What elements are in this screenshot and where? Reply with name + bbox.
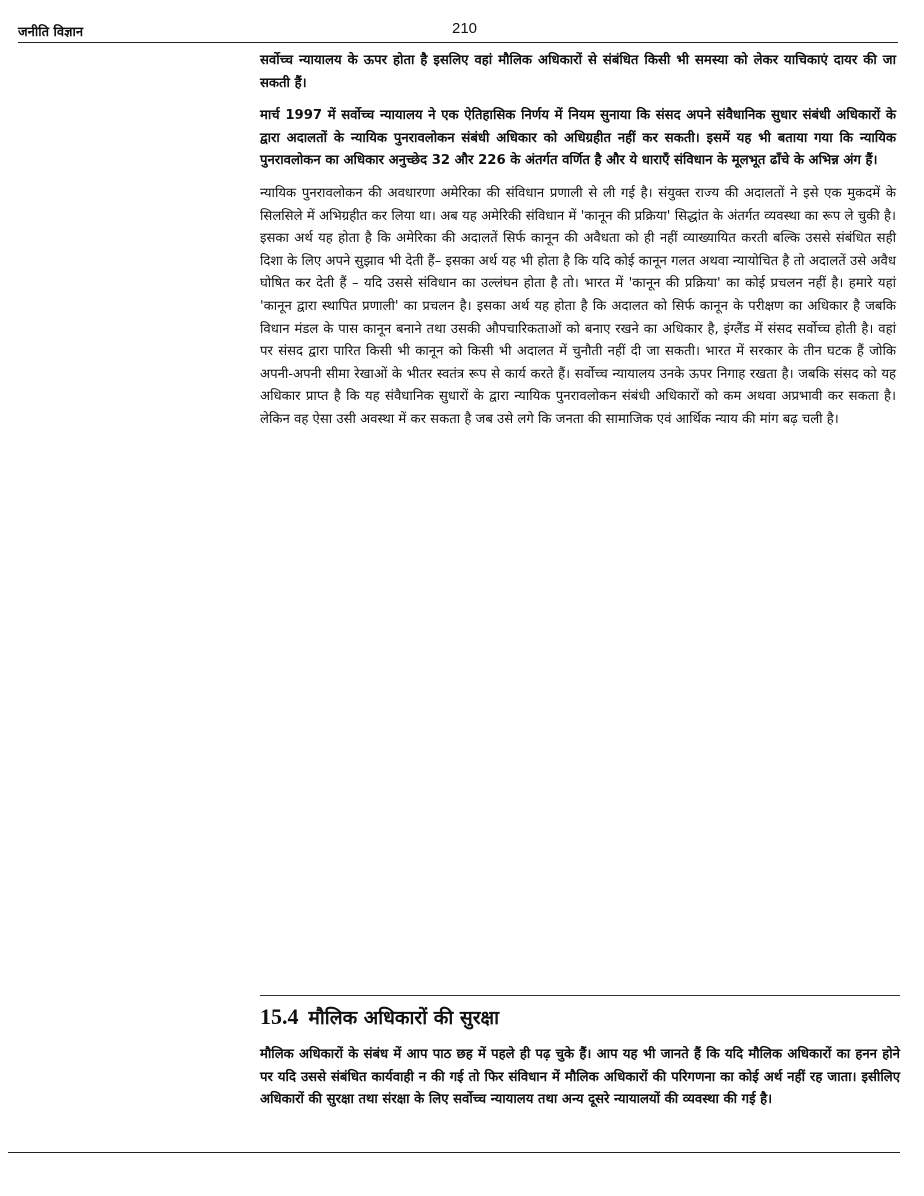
- paragraph-2: मार्च 1997 में सर्वोच्च न्यायालय ने एक ऐतिहासिक निर्णय में नियम सुनाया कि संसद अपने संवैधानिक सुधार संबंधी अधिकारों के द्वारा अदालतों के न्यायिक पुनरावलोकन संबंधी अधिकार को अधिग्रहीत नहीं कर सकती। इसमें यह भी बताया गया कि न्यायिक पुनरावलोकन का अधिकार अनुच्छेद 32 और 226 के अंतर्गत वर्णित है और ये धाराएँ संविधान के मूलभूत ढाँचे के अभिन्न अंग हैं।: [260, 108, 896, 169]
- page-number: 210: [452, 20, 478, 37]
- footer-rule: [8, 1152, 900, 1153]
- paragraph-3: न्यायिक पुनरावलोकन की अवधारणा अमेरिका की संविधान प्रणाली से ली गई है। संयुक्त राज्य की अदालतों ने इसे एक मुकदमें के सिलसिले में अभिग्रहीत कर लिया था। अब यह अमेरिकी संविधान में 'कानून की प्रक्रिया' सिद्धांत के अंतर्गत व्यवस्था का रूप ले चुकी है। इसका अर्थ यह होता है कि अमेरिका की अदालतें सिर्फ कानून की अवैधता को ही नहीं व्याख्यायित करती बल्कि उससे संबंधित सही दिशा के लिए अपने सुझाव भी देती हैं– इसका अर्थ यह भी होता है कि यदि कोई कानून गलत अथवा न्यायोचित है तो अदालतें उसे अवैध घोषित कर देती हैं – यदि उससे संविधान का उल्लंघन होता है तो। भारत में 'कानून की प्रक्रिया' का कोई प्रचलन नहीं है। हमारे यहां 'कानून द्वारा स्थापित प्रणाली' का प्रचलन है। इसका अर्थ यह होता है कि अदालत को सिर्फ कानून के परीक्षण का अधिकार है जबकि विधान मंडल के पास कानून बनाने तथा उसकी औपचारिकताओं को बनाए रखने का अधिकार है, इंग्लैंड में संसद सर्वोच्च होती है। वहां पर संसद द्वारा पारित किसी भी कानून को किसी भी अदालत में चुनौती नहीं दी जा सकती। भारत में सरकार के तीन घटक हैं जोकि अपनी-अपनी सीमा रेखाओं के भीतर स्वतंत्र रूप से कार्य करते हैं। सर्वोच्च न्यायालय उनके ऊपर निगाह रखता है। जबकि संसद को यह अधिकार प्राप्त है कि यह संवैधानिक सुधारों के द्वारा न्यायिक पुनरावलोकन संबंधी अधिकारों को कम अथवा अप्रभावी कर सकता है। लेकिन वह ऐसा उसी अवस्था में कर सकता है जब उसे लगे कि जनता की सामाजिक एवं आर्थिक न्याय की मांग बढ़ चली है।: [260, 185, 896, 427]
- section-body: मौलिक अधिकारों के संबंध में आप पाठ छह में पहले ही पढ़ चुके हैं। आप यह भी जानते हैं कि यदि मौलिक अधिकारों का हनन होने पर यदि उससे संबंधित कार्यवाही न की गई तो फिर संविधान में मौलिक अधिकारों की परिगणना का कोई अर्थ नहीं रह जाता। इसीलिए अधिकारों की सुरक्षा तथा संरक्षा के लिए सर्वोच्च न्यायालय तथा अन्य दूसरे न्यायालयों की व्यवस्था की गई है।: [260, 1047, 900, 1108]
- body-text: [260, 50, 896, 442]
- section-15-4: [260, 1003, 900, 1112]
- running-title: जनीति विज्ञान: [18, 25, 84, 40]
- paragraph-1: सर्वोच्च न्यायालय के ऊपर होता है इसलिए वहां मौलिक अधिकारों से संबंधित किसी भी समस्या को लेकर याचिकाएं दायर की जा सकती हैं।: [260, 53, 896, 91]
- section-heading: [260, 1003, 900, 1032]
- section-number: 15.4: [260, 1004, 299, 1029]
- header-rule: [18, 42, 898, 43]
- section-title: मौलिक अधिकारों की सुरक्षा: [308, 1007, 500, 1029]
- section-divider: [260, 995, 900, 996]
